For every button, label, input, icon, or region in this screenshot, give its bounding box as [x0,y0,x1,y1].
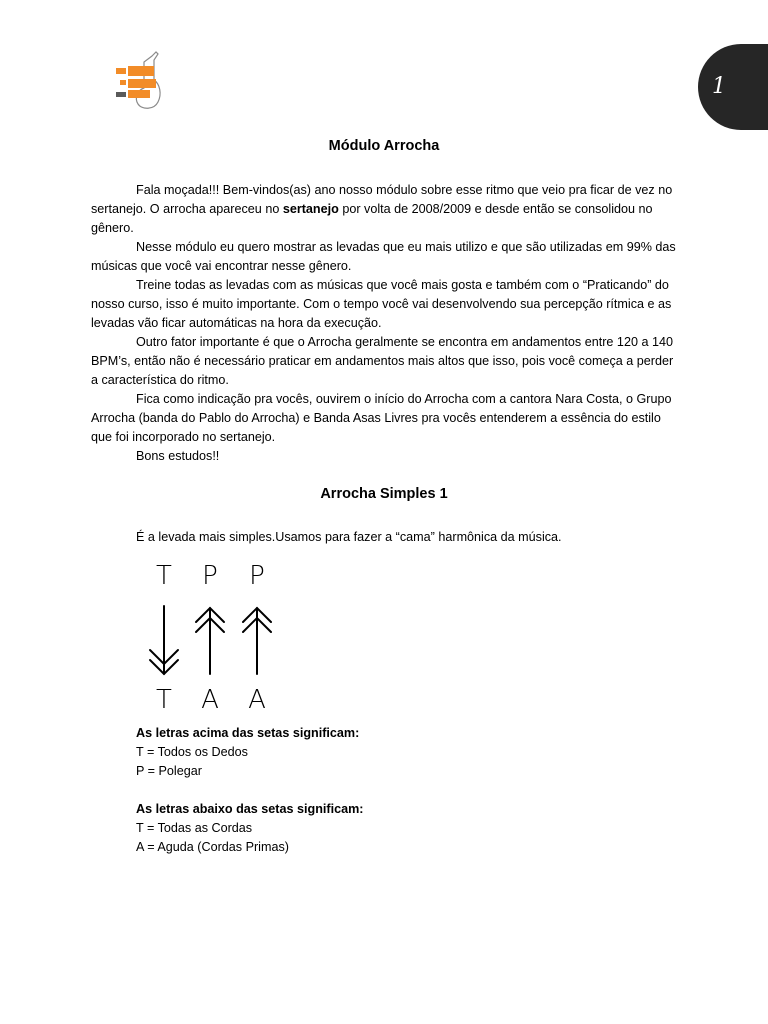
intro-text [91,181,681,466]
paragraph-6: Bons estudos!! [136,449,220,463]
legend-bottom-heading: As letras abaixo das setas significam: [136,802,364,816]
top-letter-1: T [156,561,172,591]
top-letter-3: P [249,561,265,591]
course-logo [112,50,168,114]
legend-item: A = Aguda (Cordas Primas) [136,840,289,854]
page-title: Módulo Arrocha [328,138,440,154]
legend-item: P = Polegar [136,764,202,778]
legend-item: T = Todas as Cordas [136,821,253,835]
down-arrow-icon [150,606,178,674]
section-title: Arrocha Simples 1 [320,486,448,502]
strum-diagram [140,558,280,718]
legend-bottom [136,800,364,857]
legend-top-heading: As letras acima das setas significam: [136,726,360,740]
up-arrow-icon [243,608,271,674]
paragraph-5: Fica como indicação pra vocês, ouvirem o início do Arrocha com a cantora Nara Costa, o Grupo Arrocha (banda do Pablo do Arrocha) e Banda Asas Livres pra vocês entenderem a essência do estilo que foi incorporado no sertanejo. [91,392,672,444]
legend-item: T = Todos os Dedos [136,745,248,759]
page-number-tab [698,44,768,130]
paragraph-4: Outro fator importante é que o Arrocha geralmente se encontra em andamentos entre 120 a 140 BPM’s, então não é necessário praticar em andamentos mais altos que isso, pois você começa a perder a característica do ritmo. [91,335,674,387]
paragraph-3: Treine todas as levadas com as músicas que você mais gosta e também com o “Praticando” do nosso curso, isso é muito importante. Com o tempo você vai desenvolvendo sua percepção rítmica e as levadas vão ficar automáticas na hora da execução. [91,278,672,330]
paragraph-2: Nesse módulo eu quero mostrar as levadas que eu mais utilizo e que são utilizadas em 99% das músicas que você vai encontrar nesse gênero. [91,240,676,273]
bottom-letter-1: T [156,685,172,715]
bottom-letter-3: A [248,685,266,715]
up-arrow-icon [196,608,224,674]
section-intro: É a levada mais simples.Usamos para fazer a “cama” harmônica da música. [136,530,562,544]
page-number: 1 [712,74,726,99]
legend-top [136,724,359,781]
paragraph-1: Fala moçada!!! Bem-vindos(as) ano nosso módulo sobre esse ritmo que veio pra ficar de vez no sertanejo. O arrocha apareceu no sertanejo por volta de 2008/2009 e desde então se consolidou no gênero. [91,183,673,235]
bottom-letter-2: A [201,685,219,715]
top-letter-2: P [202,561,218,591]
